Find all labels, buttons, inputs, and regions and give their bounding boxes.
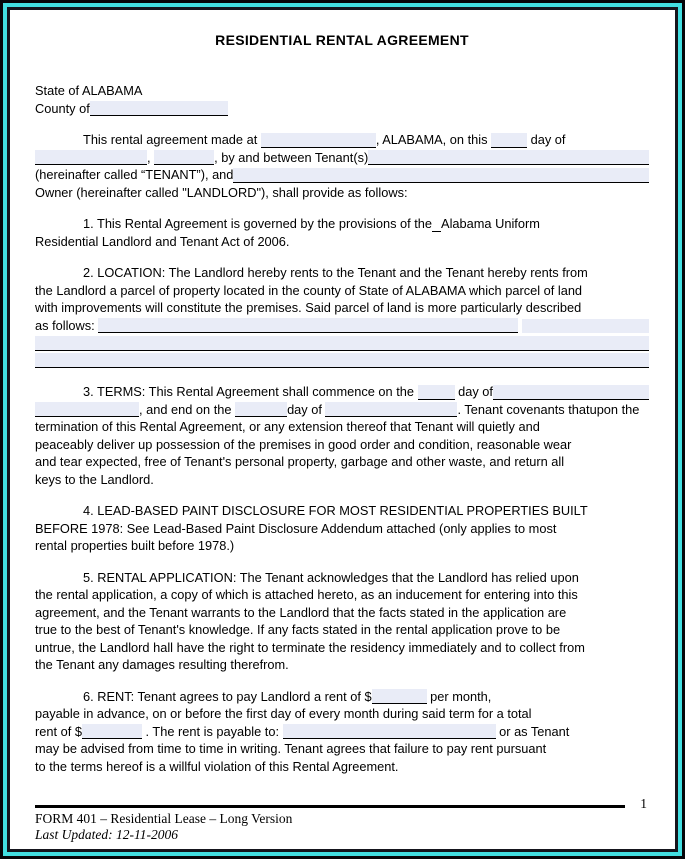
blank-field[interactable]	[233, 168, 649, 183]
text-run: agreement, and the Tenant warrants to the Landlord that the facts stated in the application are	[35, 604, 567, 620]
blank-field[interactable]	[491, 133, 527, 148]
text-line	[35, 131, 649, 149]
text-line	[35, 656, 649, 674]
footer-rule	[35, 805, 625, 808]
text-run: to the terms hereof is a willful violation of this Rental Agreement.	[35, 758, 399, 774]
text-line	[35, 166, 649, 184]
text-line	[35, 436, 649, 454]
text-run: day of	[287, 401, 326, 417]
text-run: 3. TERMS: This Rental Agreement shall commence on the	[83, 384, 418, 399]
blank-field[interactable]	[154, 150, 214, 165]
text-run: , ALABAMA, on this	[375, 132, 492, 147]
text-run: 4. LEAD-BASED PAINT DISCLOSURE FOR MOST RESIDENTIAL PROPERTIES BUILT	[83, 503, 588, 518]
blank-field[interactable]	[35, 353, 649, 368]
footer-rule-row	[35, 796, 649, 811]
blank-field[interactable]	[35, 150, 147, 165]
page-number: 1	[640, 796, 647, 811]
text-line	[35, 82, 649, 100]
text-run: the Landlord a parcel of property located in the county of State of ALABAMA which parcel of land	[35, 282, 583, 298]
blank-field[interactable]	[261, 133, 376, 148]
text-run: with improvements will constitute the premises. Said parcel of land is more particularly described	[35, 300, 582, 315]
text-line	[35, 586, 649, 604]
text-run: This rental agreement made at	[83, 132, 261, 147]
blank-field[interactable]	[90, 101, 228, 116]
text-run: Owner (hereinafter called "LANDLORD"), shall provide as follows:	[35, 184, 408, 200]
text-line	[35, 520, 649, 538]
text-line	[35, 264, 649, 282]
text-run: 1. This Rental Agreement is governed by the provisions of the	[83, 216, 433, 231]
section-3-terms	[35, 383, 649, 488]
blank-field[interactable]	[325, 402, 457, 417]
text-line	[35, 299, 649, 317]
blank-field[interactable]	[35, 336, 649, 351]
document-page	[7, 7, 678, 852]
blank-field[interactable]	[98, 318, 518, 333]
text-line	[35, 100, 649, 118]
text-line	[35, 569, 649, 587]
text-run: , and end on the	[139, 401, 236, 417]
text-line	[35, 471, 649, 489]
text-line	[35, 604, 649, 622]
section-1-governing-law	[35, 215, 649, 250]
text-line	[35, 639, 649, 657]
text-line	[35, 621, 649, 639]
text-run: ,	[147, 149, 155, 165]
document-body	[35, 82, 649, 775]
text-run: rental properties built before 1978.)	[35, 538, 235, 553]
text-run: 2. LOCATION: The Landlord hereby rents to the Tenant and the Tenant hereby rents from	[83, 265, 588, 280]
text-line	[35, 758, 649, 776]
text-run: . The rent is payable to:	[141, 723, 283, 739]
text-run: the Tenant any damages resulting therefrom.	[35, 657, 289, 672]
text-run: peaceably deliver up possession of the premises in good order and condition, reasonable wear	[35, 436, 572, 452]
text-line	[35, 453, 649, 471]
page-footer	[35, 796, 649, 843]
footer-form-label: FORM 401 – Residential Lease – Long Version	[35, 811, 293, 826]
footer-last-updated: Last Updated: 12-11-2006	[35, 827, 178, 842]
blank-field[interactable]	[493, 385, 649, 400]
document-title: RESIDENTIAL RENTAL AGREEMENT	[215, 32, 469, 48]
text-line	[35, 215, 649, 233]
text-line	[35, 740, 649, 758]
section-4-lead-paint-disclosure	[35, 502, 649, 555]
text-run: payable in advance, on or before the first day of every month during said term for a total	[35, 706, 532, 721]
blank-field[interactable]	[82, 724, 142, 739]
text-line	[35, 502, 649, 520]
text-run: State of ALABAMA	[35, 83, 143, 98]
text-run: rent of $	[35, 723, 82, 739]
text-run: (hereinafter called “TENANT”), and	[35, 167, 234, 182]
text-line	[35, 317, 649, 335]
text-line	[35, 233, 649, 251]
preamble-paragraph	[35, 131, 649, 201]
blank-field[interactable]	[372, 689, 427, 704]
section-5-rental-application	[35, 569, 649, 674]
text-line	[35, 401, 649, 419]
text-line	[35, 537, 649, 555]
text-run: County of	[35, 100, 90, 116]
section-6-rent	[35, 688, 649, 776]
text-line	[35, 383, 649, 401]
text-line	[35, 688, 649, 706]
text-run: . Tenant covenants thatupon the	[457, 401, 640, 417]
text-run: may be advised from time to time in writing. Tenant agrees that failure to pay rent pursuant	[35, 741, 547, 756]
text-run: the rental application, a copy of which is attached hereto, as an inducement for entering into this	[35, 587, 578, 602]
text-line	[35, 184, 649, 202]
text-run: 6. RENT: Tenant agrees to pay Landlord a rent of $	[83, 688, 372, 704]
text-run: day of	[527, 132, 566, 147]
text-run: true to the best of Tenant's knowledge. If any facts stated in the rental application prove to be	[35, 622, 561, 637]
blank-field[interactable]	[418, 385, 455, 400]
text-line	[35, 705, 649, 723]
blank-field[interactable]	[432, 217, 441, 232]
text-line	[35, 282, 649, 300]
text-run: untrue, the Landlord hall have the right to terminate the residency immediately and to collect from	[35, 639, 585, 655]
text-run: 5. RENTAL APPLICATION: The Tenant acknowledges that the Landlord has relied upon	[83, 569, 579, 585]
text-line	[35, 149, 649, 167]
state-county-block	[35, 82, 649, 117]
blank-field[interactable]	[368, 150, 649, 165]
text-line	[35, 723, 649, 741]
text-run: , by and between Tenant(s)	[214, 149, 369, 165]
blank-field[interactable]	[35, 402, 139, 417]
text-line	[35, 334, 649, 352]
blank-field[interactable]	[283, 724, 496, 739]
text-run: and tear expected, free of Tenant's personal property, garbage and other waste, and return all	[35, 454, 565, 469]
text-run: keys to the Landlord.	[35, 471, 154, 487]
text-run: day of	[454, 384, 493, 399]
text-run: Residential Landlord and Tenant Act of 2006.	[35, 233, 290, 249]
text-run: as follows:	[35, 317, 99, 333]
text-run: Alabama Uniform	[441, 216, 540, 231]
text-run: or as Tenant	[495, 723, 570, 739]
blank-field[interactable]	[235, 402, 287, 417]
text-line	[35, 352, 649, 370]
text-line	[35, 418, 649, 436]
blank-field[interactable]	[522, 319, 649, 333]
text-run: BEFORE 1978: See Lead-Based Paint Disclosure Addendum attached (only applies to most	[35, 520, 557, 536]
text-run: per month,	[426, 688, 492, 704]
text-run: termination of this Rental Agreement, or any extension thereof that Tenant will quietly and	[35, 419, 540, 434]
section-2-location	[35, 264, 649, 369]
